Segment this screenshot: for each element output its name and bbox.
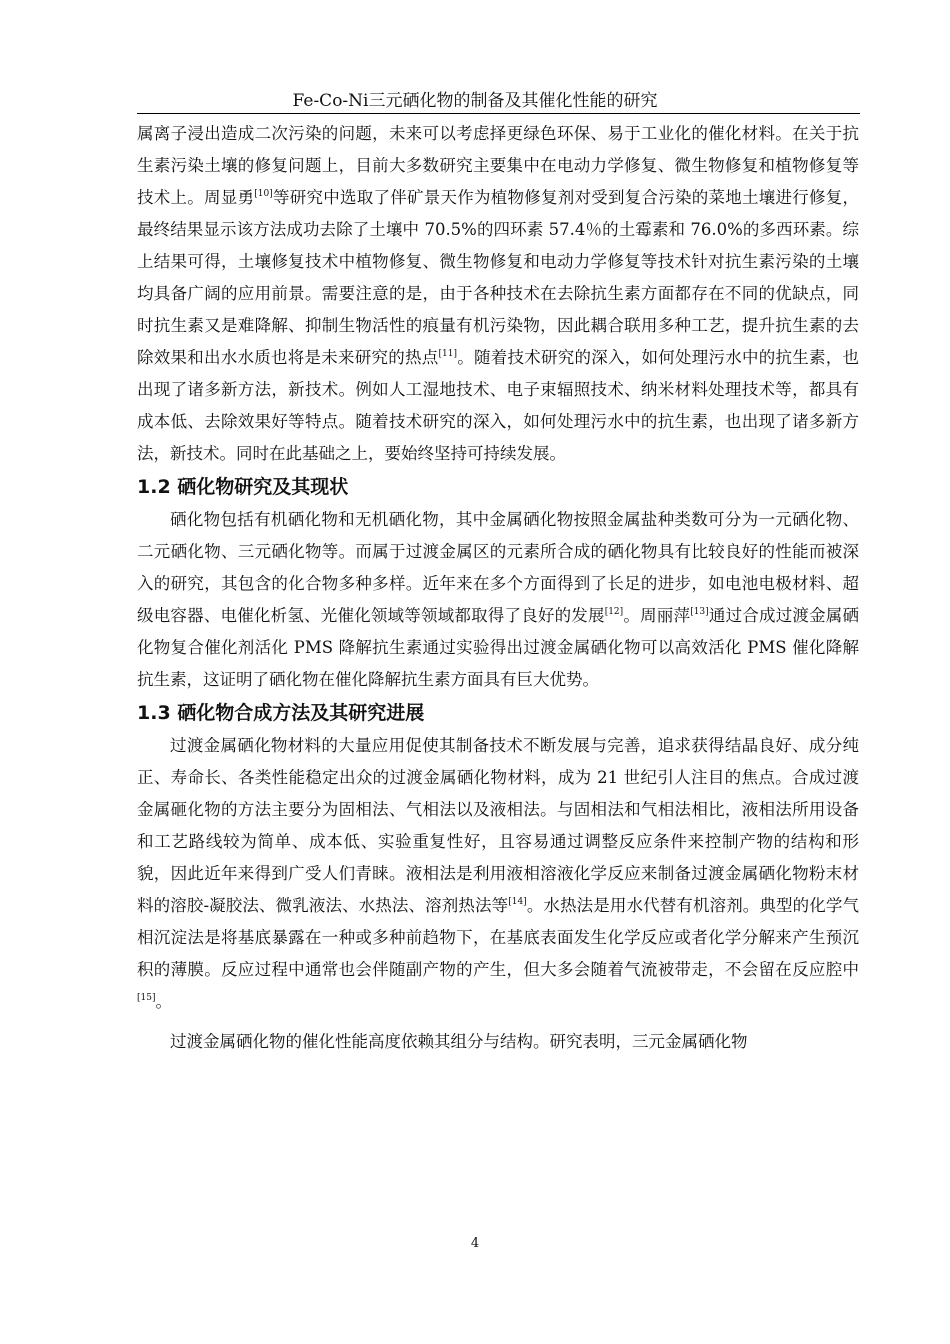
paragraph-text: 过渡金属硒化物的催化性能高度依赖其组分与结构。研究表明，三元金属硒化物 [170,1032,748,1051]
citation-ref: [11] [438,349,457,359]
citation-ref: [13] [690,607,709,617]
citation-ref: [14] [508,897,527,907]
page-number: 4 [470,1236,480,1251]
paragraph-text: 。周丽萍 [623,606,691,625]
paragraph-2 [137,504,859,696]
header-rule [137,113,860,114]
citation-ref: [15] [137,993,156,1003]
running-header-title: Fe-Co-Ni三元硒化物的制备及其催化性能的研究 [292,91,658,111]
section-heading-1-3: 1.3 硒化物合成方法及其研究进展 [137,702,425,724]
paragraph-text: 硒化物包括有机硒化物和无机硒化物，其中金属硒化物按照金属盐种类数可分为一元硒化物、二元硒化物、三元硒化物等。而属于过渡金属区的元素所合成的硒化物具有比较良好的性能而被深入的研究，其包含的化合物多种多样。近年来在多个方面得到了长足的进步，如电池电极材料、超级电容器、电催化析氢、光催化领域等领域都取得了良好的发展 [137,510,859,625]
citation-ref: [12] [604,607,624,617]
paragraph-text: 。 [155,992,172,1011]
paragraph-text: 通过合成过渡金属硒化物复合催化剂活化 PMS 降解抗生素通过实验得出过渡金属硒化物可以高效活化 PMS 催化降解抗生素，这证明了硒化物在催化降解抗生素方面具有巨大优势。 [137,606,859,689]
paragraph-3 [137,730,859,1018]
paragraph-text: 属离子浸出造成二次污染的问题，未来可以考虑择更绿色环保、易于工业化的催化材料。在关于抗生素污染土壤的修复问题上，目前大多数研究主要集中在电动力学修复、微生物修复和植物修复等技术上。周显勇 [137,124,859,207]
paragraph-4 [137,1026,859,1058]
paragraph-text: 过渡金属硒化物材料的大量应用促使其制备技术不断发展与完善，追求获得结晶良好、成分纯正、寿命长、各类性能稳定出众的过渡金属硒化物材料，成为 21 世纪引人注目的焦点。合成过渡金属砸化物的方法主要分为固相法、气相法以及液相法。与固相法和气相法相比，液相法所用设备和工艺路线较为简单、成本低、实验重复性好，且容易通过调整反应条件来控制产物的结构和形貌，因此近年来得到广受人们青睐。液相法是利用液相溶液化学反应来制备过渡金属硒化物粉末材料的溶胶-凝胶法、微乳液法、水热法、溶剂热法等 [137,736,859,915]
body-text [137,118,859,1058]
paragraph-text: 。水热法是用水代替有机溶剂。典型的化学气相沉淀法是将基底暴露在一种或多种前趋物下，在基底表面发生化学反应或者化学分解来产生预沉积的薄膜。反应过程中通常也会伴随副产物的产生，但大多会随着气流被带走，不会留在反应腔中 [137,896,859,979]
paragraph-1 [137,118,859,470]
citation-ref: [10] [254,189,273,199]
paragraph-text: 等研究中选取了伴矿景天作为植物修复剂对受到复合污染的菜地土壤进行修复，最终结果显示该方法成功去除了土壤中 70.5%的四环素 57.4％的土霉素和 76.0%的多西环素。综上结果可得，土壤修复技术中植物修复、微生物修复和电动力学修复等技术针对抗生素污染的土壤均具备广阔的应用前景。需要注意的是，由于各种技术在去除抗生素方面都存在不同的优缺点，同时抗生素又是难降解、抑制生物活性的痕量有机污染物，因此耦合联用多种工艺，提升抗生素的去除效果和出水水质也将是未来研究的热点 [137,188,860,367]
section-heading-1-2: 1.2 硒化物研究及其现状 [137,476,349,498]
paragraph-text: 。随着技术研究的深入，如何处理污水中的抗生素，也出现了诸多新方法，新技术。例如人工湿地技术、电子束辐照技术、纳米材料处理技术等，都具有成本低、去除效果好等特点。随着技术研究的深入，如何处理污水中的抗生素，也出现了诸多新方法，新技术。同时在此基础之上，要始终坚持可持续发展。 [137,348,860,463]
